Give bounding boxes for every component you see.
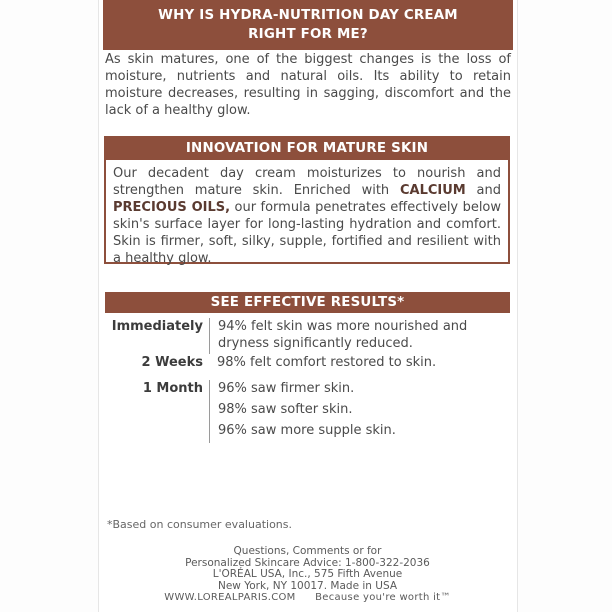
section2-body-c: our formula penetrates effectively below skin's surface layer for long-lasting hydration and comfort. Skin is firmer, soft, silky, supple, fortified and resilient with a healthy glow. [113,200,502,266]
contact-block [105,546,510,592]
contact-line: Questions, Comments or for [233,545,382,557]
section2-body [106,160,508,267]
website-link[interactable]: WWW.LOREALPARIS.COM [164,592,296,603]
section1-title-line1: WHY IS HYDRA-NUTRITION DAY CREAM [158,8,458,23]
section2-body-a: Our decadent day cream moisturizes to nourish and strengthen mature skin. Enriched with [113,166,501,198]
section2-body-b: and [465,183,501,198]
result-row [105,318,510,354]
footer-web [105,592,510,603]
precious-oils-text: PRECIOUS OILS, [113,200,231,215]
result-label: Immediately [111,319,203,334]
tagline: Because you're worth it™ [315,592,451,603]
result-label: 1 Month [142,381,203,396]
section3-title: SEE EFFECTIVE RESULTS* [105,292,510,313]
section1-header [103,0,513,50]
result-value: 96% saw more supple skin. [218,423,396,438]
result-value: 98% saw softer skin. [218,402,353,417]
result-value: 94% felt skin was more nourished and dryness significantly reduced. [218,319,468,351]
section1-body: As skin matures, one of the biggest changes is the loss of moisture, nutrients and natural oils. Its ability to retain moisture decreases, resulting in sagging, discomfort and the lack of a healthy glow. [105,52,511,118]
result-row [105,354,510,380]
innovation-box [104,136,510,264]
calcium-text: CALCIUM [399,183,466,198]
footnote: *Based on consumer evaluations. [107,518,293,531]
contact-line: L'ORÉAL USA, Inc., 575 Fifth Avenue [212,568,403,580]
result-row [105,380,510,443]
contact-line: New York, NY 10017. Made in USA [217,579,398,592]
results-table [105,318,510,443]
section2-title: INNOVATION FOR MATURE SKIN [106,138,508,160]
section1-title-line2: RIGHT FOR ME? [248,27,368,42]
contact-line: Personalized Skincare Advice: 1-800-322-2036 [185,556,430,569]
result-label: 2 Weeks [141,355,203,370]
result-value: 96% saw firmer skin. [218,381,355,396]
result-value: 98% felt comfort restored to skin. [217,355,437,370]
